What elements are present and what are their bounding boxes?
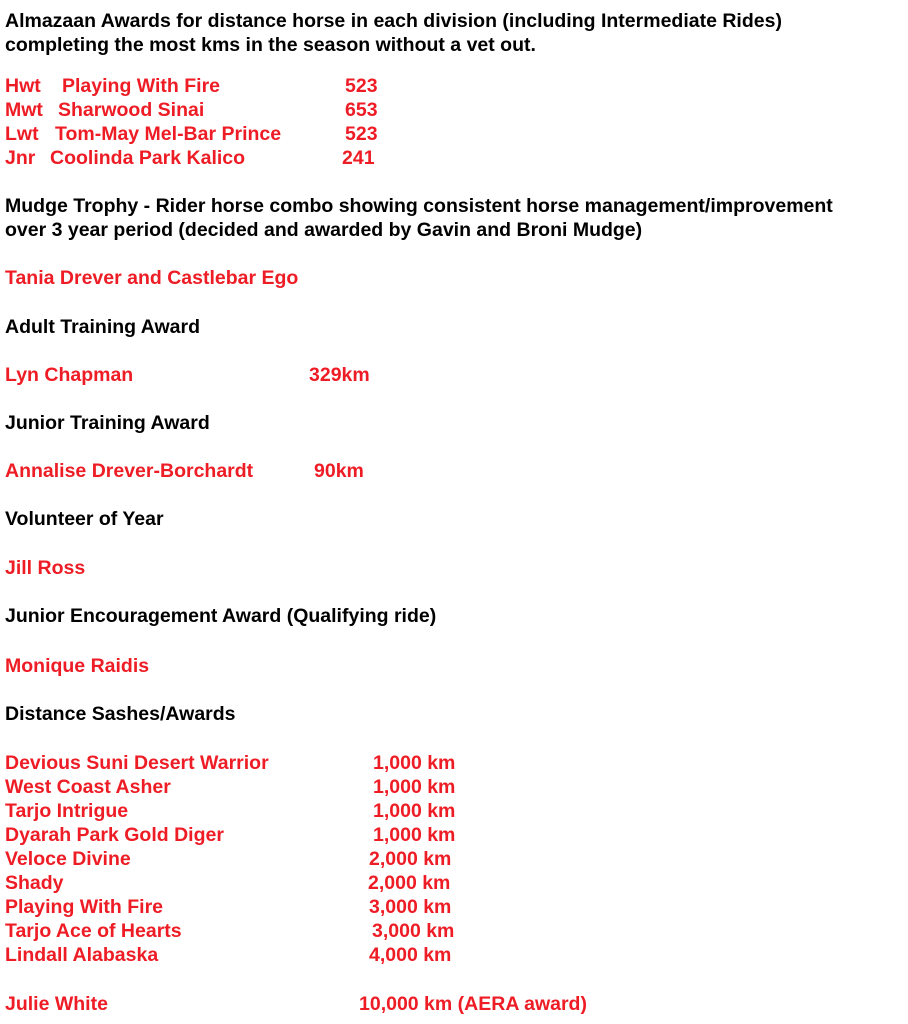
distance-sash-horse: West Coast Asher <box>5 776 171 798</box>
mudge-winner: Tania Drever and Castlebar Ego <box>5 267 299 289</box>
distance-sash-horse: Dyarah Park Gold Diger <box>5 824 224 846</box>
almazaan-division: Jnr <box>5 147 36 169</box>
distance-sash-distance: 1,000 km <box>373 800 456 822</box>
distance-sash-distance: 2,000 km <box>369 848 452 870</box>
mudge-heading <box>5 194 833 242</box>
distance-sash-distance: 3,000 km <box>372 920 455 942</box>
almazaan-heading <box>5 9 782 57</box>
distance-sash-entry <box>5 943 485 967</box>
distance-sash-horse: Tarjo Intrigue <box>5 800 129 822</box>
almazaan-km: 241 <box>342 147 375 169</box>
almazaan-list <box>5 74 425 170</box>
almazaan-entry <box>5 122 425 146</box>
distance-sash-entry <box>5 775 485 799</box>
volunteer-heading: Volunteer of Year <box>5 508 164 530</box>
mudge-heading-line1: Mudge Trophy - Rider horse combo showing consistent horse management/improvement <box>5 195 833 217</box>
adult-training-winner: Lyn Chapman <box>5 364 134 386</box>
almazaan-km: 523 <box>345 123 378 145</box>
almazaan-heading-line2: completing the most kms in the season without a vet out. <box>5 34 536 56</box>
almazaan-division: Mwt <box>5 99 43 121</box>
distance-sash-entry <box>5 895 485 919</box>
distance-sash-horse: Playing With Fire <box>5 896 164 918</box>
almazaan-division: Lwt <box>5 123 39 145</box>
adult-training-heading: Adult Training Award <box>5 316 201 338</box>
special-award-distance: 10,000 km (AERA award) <box>359 993 587 1015</box>
almazaan-horse: Tom-May Mel-Bar Prince <box>55 123 282 145</box>
distance-sash-distance: 4,000 km <box>369 944 452 966</box>
distance-sash-distance: 3,000 km <box>369 896 452 918</box>
junior-encouragement-heading: Junior Encouragement Award (Qualifying ride) <box>5 605 437 627</box>
distance-sash-entry <box>5 919 485 943</box>
volunteer-winner: Jill Ross <box>5 557 86 579</box>
distance-sash-distance: 1,000 km <box>373 776 456 798</box>
almazaan-horse: Sharwood Sinai <box>58 99 205 121</box>
distance-sash-distance: 2,000 km <box>368 872 451 894</box>
almazaan-entry <box>5 146 425 170</box>
distance-sash-horse: Veloce Divine <box>5 848 131 870</box>
distance-sash-horse: Lindall Alabaska <box>5 944 159 966</box>
mudge-heading-line2: over 3 year period (decided and awarded by Gavin and Broni Mudge) <box>5 219 643 241</box>
distance-sash-entry <box>5 823 485 847</box>
distance-sash-distance: 1,000 km <box>373 824 456 846</box>
almazaan-entry <box>5 98 425 122</box>
distance-sash-entry <box>5 799 485 823</box>
junior-training-heading: Junior Training Award <box>5 412 210 434</box>
distance-sash-entry <box>5 751 485 775</box>
distance-sashes-heading: Distance Sashes/Awards <box>5 703 236 725</box>
almazaan-heading-line1: Almazaan Awards for distance horse in each division (including Intermediate Rides) <box>5 10 782 32</box>
distance-sash-horse: Shady <box>5 872 64 894</box>
junior-training-winner: Annalise Drever-Borchardt <box>5 460 254 482</box>
almazaan-horse: Playing With Fire <box>62 75 221 97</box>
almazaan-entry <box>5 74 425 98</box>
distance-sashes-list <box>5 751 485 967</box>
junior-training-km: 90km <box>314 460 364 482</box>
almazaan-division: Hwt <box>5 75 41 97</box>
adult-training-km: 329km <box>309 364 370 386</box>
distance-sash-entry <box>5 871 485 895</box>
almazaan-km: 523 <box>345 75 378 97</box>
special-award-rider: Julie White <box>5 993 108 1015</box>
distance-sash-horse: Tarjo Ace of Hearts <box>5 920 182 942</box>
distance-sash-horse: Devious Suni Desert Warrior <box>5 752 269 774</box>
almazaan-km: 653 <box>345 99 378 121</box>
distance-sash-entry <box>5 847 485 871</box>
distance-sash-distance: 1,000 km <box>373 752 456 774</box>
almazaan-horse: Coolinda Park Kalico <box>50 147 246 169</box>
junior-encouragement-winner: Monique Raidis <box>5 655 150 677</box>
